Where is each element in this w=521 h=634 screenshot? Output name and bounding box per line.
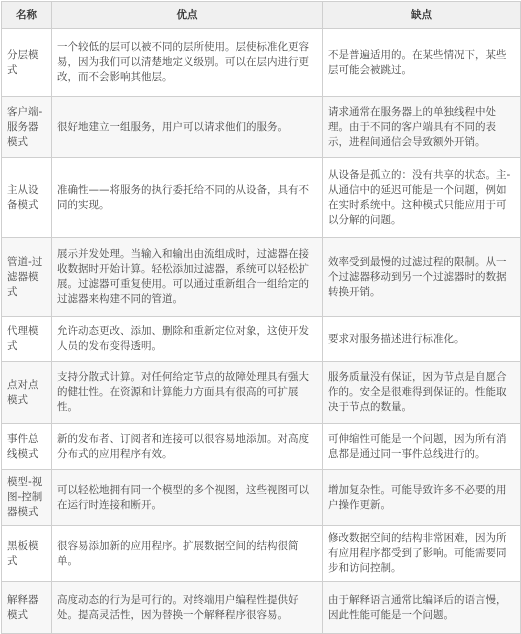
pattern-cons: 要求对服务描述进行标准化。 (323, 317, 521, 362)
pattern-pros: 很好地建立一组服务，用户可以请求他们的服务。 (52, 97, 323, 158)
header-pros: 优点 (52, 2, 323, 29)
pattern-cons: 不是普遍适用的。在某些情况下，某些层可能会被跳过。 (323, 29, 521, 97)
table-row (2, 97, 521, 158)
pattern-pros: 很容易添加新的应用程序。扩展数据空间的结构很简单。 (52, 526, 323, 582)
table-row (2, 362, 521, 424)
header-cons: 缺点 (323, 2, 521, 29)
header-name: 名称 (2, 2, 52, 29)
pattern-pros: 支持分散式计算。对任何给定节点的故障处理具有强大的健壮性。在资源和计算能力方面具有很高的可扩展性。 (52, 362, 323, 424)
pattern-cons: 从设备是孤立的：没有共享的状态。主-从通信中的延迟可能是一个问题，例如在实时系统中。这种模式只能应用于可以分解的问题。 (323, 158, 521, 238)
pattern-name: 分层模式 (2, 29, 52, 97)
pattern-cons: 请求通常在服务器上的单独线程中处理。由于不同的客户端具有不同的表示，进程间通信会导致额外开销。 (323, 97, 521, 158)
pattern-pros: 允许动态更改、添加、删除和重新定位对象，这使开发人员的发布变得透明。 (52, 317, 323, 362)
pattern-cons: 由于解释语言通常比编译后的语言慢，因此性能可能是一个问题。 (323, 582, 521, 634)
table-row (2, 238, 521, 317)
pattern-name: 管道-过滤器模式 (2, 238, 52, 317)
pattern-name: 主从设备模式 (2, 158, 52, 238)
pattern-cons: 增加复杂性。可能导致许多不必要的用户操作更新。 (323, 470, 521, 526)
table-row (2, 29, 521, 97)
pattern-pros: 一个较低的层可以被不同的层所使用。层使标准化更容易，因为我们可以清楚地定义级别。可以在层内进行更改，而不会影响其他层。 (52, 29, 323, 97)
pattern-cons: 可伸缩性可能是一个问题，因为所有消息都是通过同一事件总线进行的。 (323, 424, 521, 470)
pattern-name: 黑板模式 (2, 526, 52, 582)
pattern-pros: 新的发布者、订阅者和连接可以很容易地添加。对高度分布式的应用程序有效。 (52, 424, 323, 470)
table-row (2, 526, 521, 582)
pattern-pros: 准确性——将服务的执行委托给不同的从设备，具有不同的实现。 (52, 158, 323, 238)
pattern-cons: 服务质量没有保证，因为节点是自愿合作的。安全是很难得到保证的。性能取决于节点的数量。 (323, 362, 521, 424)
table-row (2, 424, 521, 470)
pattern-cons: 效率受到最慢的过滤过程的限制。从一个过滤器移动到另一个过滤器时的数据转换开销。 (323, 238, 521, 317)
pattern-name: 模型-视图-控制器模式 (2, 470, 52, 526)
pattern-name: 客户端-服务器模式 (2, 97, 52, 158)
table-header-row (2, 2, 521, 29)
pattern-pros: 高度动态的行为是可行的。对终端用户编程性提供好处。提高灵活性，因为替换一个解释程序很容易。 (52, 582, 323, 634)
table-row (2, 158, 521, 238)
pattern-pros: 可以轻松地拥有同一个模型的多个视图，这些视图可以在运行时连接和断开。 (52, 470, 323, 526)
pattern-pros: 展示并发处理。当输入和输出由流组成时，过滤器在接收数据时开始计算。轻松添加过滤器，系统可以轻松扩展。过滤器可重复使用。可以通过重新组合一组给定的过滤器来构建不同的管道。 (52, 238, 323, 317)
pattern-name: 代理模式 (2, 317, 52, 362)
table-row (2, 317, 521, 362)
pattern-name: 点对点模式 (2, 362, 52, 424)
pattern-name: 事件总线模式 (2, 424, 52, 470)
table-row (2, 470, 521, 526)
table-row (2, 582, 521, 634)
patterns-comparison-table (1, 1, 521, 634)
pattern-name: 解释器模式 (2, 582, 52, 634)
pattern-cons: 修改数据空间的结构非常困难，因为所有应用程序都受到了影响。可能需要同步和访问控制。 (323, 526, 521, 582)
